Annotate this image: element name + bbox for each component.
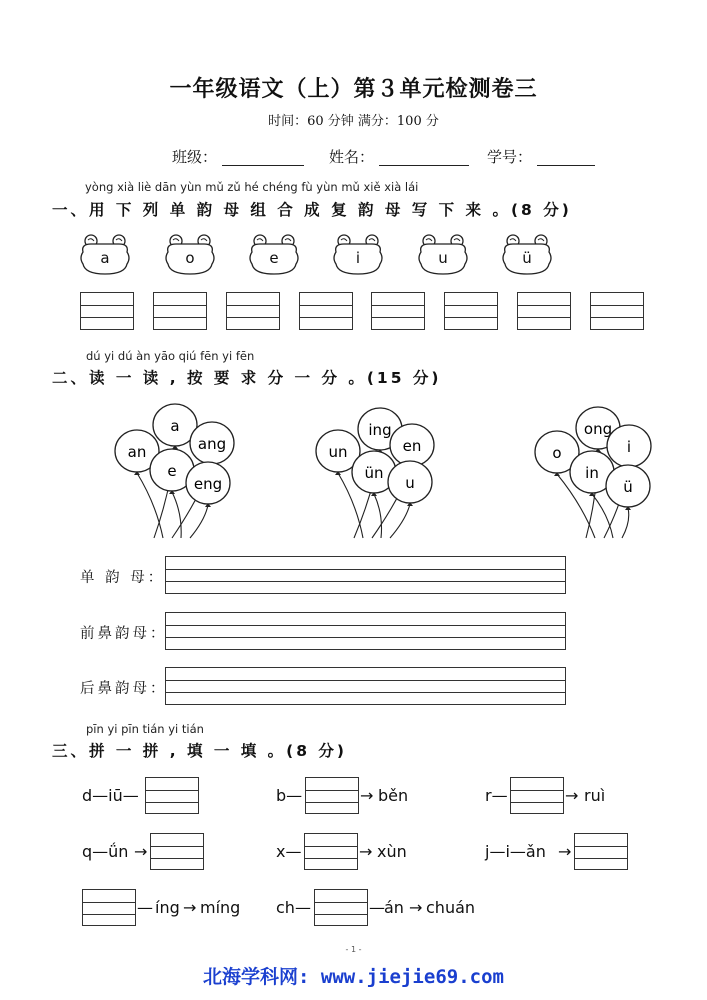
name-field: [329, 146, 374, 167]
balloon-label: ong: [583, 420, 613, 438]
class-field: [172, 146, 217, 167]
q1-answer-box[interactable]: [590, 292, 644, 330]
q3-pinyin: pīn yi pīn tián yi tián: [86, 722, 204, 736]
balloon-label: un: [328, 443, 348, 461]
balloon-illustration: [0, 395, 707, 545]
q1-answer-box[interactable]: [153, 292, 207, 330]
arrow-x: →: [359, 842, 373, 861]
name-label: 姓名：: [329, 148, 375, 166]
balloon-label: ü: [623, 478, 633, 496]
balloon-label: in: [585, 464, 599, 482]
item-ing: íng: [155, 898, 180, 917]
q1-answer-box[interactable]: [371, 292, 425, 330]
balloon-label: i: [626, 438, 632, 456]
answer-box-q-un[interactable]: [150, 833, 204, 870]
pig-letter-card: [246, 232, 302, 278]
balloon-string: [374, 494, 382, 538]
pig-letter-card: [330, 232, 386, 278]
result-ming: míng: [200, 898, 241, 917]
balloon-string: [622, 508, 629, 538]
pig-letter: ü: [522, 249, 532, 267]
answer-box-j-i-an[interactable]: [574, 833, 628, 870]
pig-letter-card: [162, 232, 218, 278]
item-j-i-an: j—i—ǎn: [485, 842, 546, 861]
arrow-r: →: [565, 786, 579, 805]
q1-answer-box[interactable]: [299, 292, 353, 330]
result-rui: ruì: [584, 786, 606, 805]
balloon-label: o: [552, 444, 562, 462]
balloon-label: ün: [364, 464, 384, 482]
pig-letter: o: [185, 249, 195, 267]
label-simple-finals: 单 韵 母：: [80, 570, 166, 586]
dash-ch: —: [369, 898, 385, 917]
balloon-label: an: [127, 443, 147, 461]
label-back-nasal: 后鼻韵母：: [80, 681, 168, 697]
result-chuan: chuán: [426, 898, 476, 917]
item-ch: ch—: [276, 898, 311, 917]
name-blank[interactable]: [379, 165, 469, 166]
q2-title: 二、读 一 读 , 按 要 求 分 一 分 。(15 分): [52, 369, 442, 387]
balloon-string: [390, 504, 410, 538]
balloon-label: e: [167, 462, 177, 480]
page-number: - 1 -: [345, 945, 362, 954]
result-ben: běn: [378, 786, 409, 805]
balloon-label: u: [405, 474, 415, 492]
arrow-q-un: →: [134, 842, 148, 861]
number-label: 学号：: [487, 148, 533, 166]
answer-box-x[interactable]: [304, 833, 358, 870]
number-field: [487, 146, 532, 167]
pig-letter: e: [269, 249, 279, 267]
balloon-label: ing: [368, 421, 392, 439]
q1-answer-box[interactable]: [444, 292, 498, 330]
label-front-nasal: 前鼻韵母：: [80, 626, 168, 642]
q1-pinyin: yòng xià liè dān yùn mǔ zǔ hé chéng fù yùn mǔ xiě xià lái: [85, 180, 419, 194]
answer-box-b[interactable]: [305, 777, 359, 814]
answer-box-d-iu[interactable]: [145, 777, 199, 814]
dash-ing: —: [137, 898, 153, 917]
balloon-label: ang: [197, 435, 227, 453]
item-x: x—: [276, 842, 302, 861]
balloon-label: a: [170, 417, 180, 435]
answer-box-ch[interactable]: [314, 889, 368, 926]
arrow-b: →: [360, 786, 374, 805]
pig-letter: i: [355, 249, 361, 267]
class-blank[interactable]: [222, 165, 304, 166]
pig-letter-card: [77, 232, 133, 278]
balloon-label: en: [402, 437, 422, 455]
pig-letter: u: [438, 249, 448, 267]
answer-box-ing[interactable]: [82, 889, 136, 926]
number-blank[interactable]: [537, 165, 595, 166]
time-score: 时间：60 分钟 满分：100 分: [268, 114, 439, 129]
item-q-un: q—ǘn: [82, 842, 129, 861]
answer-simple-finals[interactable]: [165, 556, 566, 594]
pig-letter-card: [415, 232, 471, 278]
q1-answer-box[interactable]: [80, 292, 134, 330]
answer-front-nasal[interactable]: [165, 612, 566, 650]
answer-box-r[interactable]: [510, 777, 564, 814]
item-r: r—: [485, 786, 508, 805]
arrow-ing: →: [183, 898, 197, 917]
q1-title: 一、用 下 列 单 韵 母 组 合 成 复 韵 母 写 下 来 。(8 分): [52, 201, 572, 219]
arrow-j-i-an: →: [558, 842, 572, 861]
q1-answer-box[interactable]: [226, 292, 280, 330]
item-d-iu: d—iū—: [82, 786, 139, 805]
item-an: án: [384, 898, 404, 917]
page-title: 一年级语文（上）第３单元检测卷三: [169, 77, 538, 102]
q1-answer-box[interactable]: [517, 292, 571, 330]
q2-pinyin: dú yi dú àn yāo qiú fēn yi fēn: [86, 349, 255, 363]
item-b: b—: [276, 786, 303, 805]
arrow-an: →: [409, 898, 423, 917]
pig-letter-card: [499, 232, 555, 278]
answer-back-nasal[interactable]: [165, 667, 566, 705]
balloon-string: [190, 505, 208, 538]
class-label: 班级：: [172, 148, 218, 166]
pig-letter: a: [100, 249, 110, 267]
balloon-label: eng: [193, 475, 223, 493]
q3-title: 三、拼 一 拼 , 填 一 填 。(8 分): [52, 742, 348, 760]
balloon-string: [592, 494, 613, 538]
result-xun: xùn: [377, 842, 407, 861]
site-watermark: 北海学科网: www.jiejie69.com: [203, 966, 504, 988]
